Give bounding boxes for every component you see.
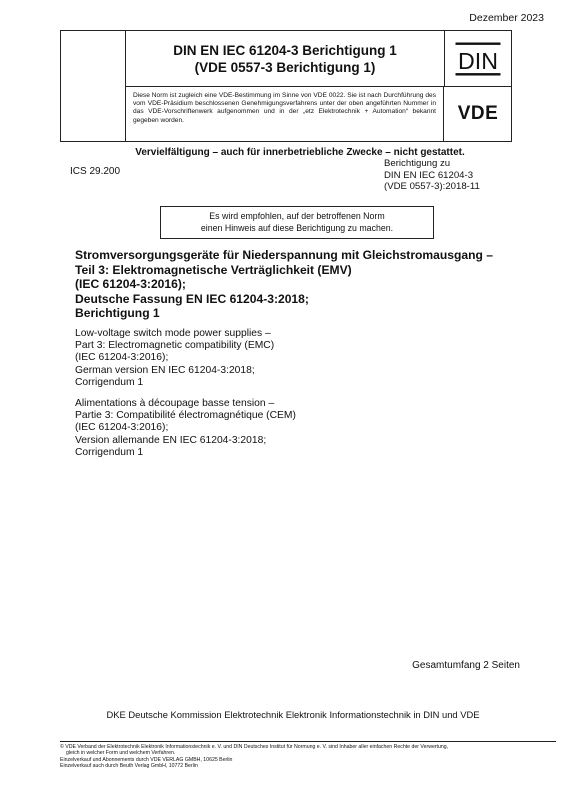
footer-line: Einzelverkauf und Abonnements durch VDE VERLAG GMBH, 10625 Berlin: [60, 756, 233, 763]
din-logo-text: DIN: [458, 47, 498, 74]
vde-logo-cell: [445, 87, 511, 141]
recommendation-line: einen Hinweis auf diese Berichtigung zu machen.: [200, 222, 394, 233]
correction-reference: [384, 158, 480, 193]
correction-line: (VDE 0557-3):2018-11: [384, 181, 480, 192]
publication-date: Dezember 2023: [469, 12, 544, 24]
document-title-cell: [126, 31, 445, 87]
footer-line: © VDE Verband der Elektrotechnik Elektronik Informationstechnik e. V. und DIN Deutsches Institut für Normung e. V. sind Inhaber aller einfachen Rechte der Verwertung,: [60, 744, 449, 750]
header-box: [60, 30, 512, 142]
vde-number: (VDE 0557-3 Berichtigung 1): [194, 59, 376, 75]
document-number: DIN EN IEC 61204-3 Berichtigung 1: [173, 42, 397, 58]
recommendation-line: Es wird empfohlen, auf der betroffenen Norm: [209, 211, 385, 221]
vde-note: Diese Norm ist zugleich eine VDE-Bestimmung im Sinne von VDE 0022. Sie ist nach Durchführung des vom VDE-Präsidium beschlossenen Genehmigungsverfahrens unter der oben angeführten Nummer in das VDE-Vorschriftenwerk aufgenommen und in der „etz Elektrotechnik + Automation“ bekannt gegeben worden.: [126, 87, 444, 141]
correction-line: DIN EN IEC 61204-3: [384, 169, 474, 181]
title-fr-line: Alimentations à découpage basse tension –: [75, 398, 275, 409]
title-german: [75, 248, 545, 321]
footer-line: Einzelverkauf auch durch Beuth Verlag GmbH, 10772 Berlin: [60, 763, 198, 770]
footer-line: gleich in welcher Form und welchem Verfahren.: [66, 750, 176, 757]
title-fr-line: Corrigendum 1: [75, 446, 144, 458]
reproduction-notice: Vervielfältigung – auch für innerbetriebliche Zwecke – nicht gestattet.: [135, 147, 465, 158]
din-logo-cell: [445, 31, 511, 87]
total-pages: Gesamtumfang 2 Seiten: [412, 660, 520, 671]
title-en-line: (IEC 61204-3:2016);: [75, 352, 169, 364]
title-fr-line: Partie 3: Compatibilité électromagnétique (CEM): [75, 410, 296, 422]
title-french: [75, 398, 535, 459]
title-fr-line: (IEC 61204-3:2016);: [75, 422, 169, 434]
title-de-line: Teil 3: Elektromagnetische Verträglichkeit (EMV): [75, 262, 352, 277]
din-logo: [455, 42, 501, 76]
title-english: [75, 328, 535, 389]
header-left-cell: [61, 31, 126, 141]
title-en-line: Low-voltage switch mode power supplies –: [75, 328, 271, 339]
recommendation-box: [160, 206, 434, 239]
title-en-line: Corrigendum 1: [75, 376, 144, 388]
title-de-line: (IEC 61204-3:2016);: [75, 277, 186, 292]
correction-line: Berichtigung zu: [384, 158, 451, 169]
title-de-line: Berichtigung 1: [75, 306, 160, 321]
footer-divider: [60, 741, 556, 742]
vde-logo: VDE: [457, 103, 499, 124]
copyright-footer: [60, 744, 556, 770]
title-de-line: Deutsche Fassung EN IEC 61204-3:2018;: [75, 291, 309, 306]
dke-line: DKE Deutsche Kommission Elektrotechnik Elektronik Informationstechnik in DIN und VDE: [106, 709, 480, 720]
title-fr-line: Version allemande EN IEC 61204-3:2018;: [75, 434, 267, 446]
title-en-line: Part 3: Electromagnetic compatibility (EMC): [75, 340, 275, 352]
title-en-line: German version EN IEC 61204-3:2018;: [75, 364, 255, 376]
ics-code: ICS 29.200: [70, 166, 121, 177]
title-de-line: Stromversorgungsgeräte für Niederspannung mit Gleichstromausgang –: [75, 248, 493, 262]
